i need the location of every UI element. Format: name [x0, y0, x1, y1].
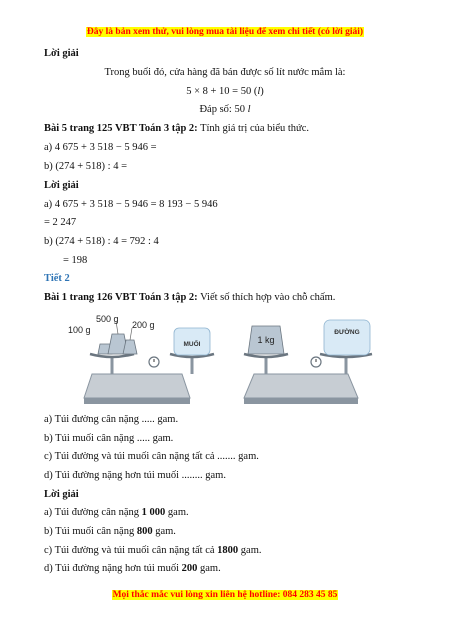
- label-1kg: 1 kg: [257, 335, 275, 345]
- exercise-1-answer-a: a) Túi đường cân nặng 1 000 gam.: [44, 507, 189, 518]
- exercise-5-question-b: b) (274 + 518) : 4 =: [44, 161, 128, 172]
- exercise-5-title: Bài 5 trang 125 VBT Toán 3 tập 2: Tính giá trị của biểu thức.: [44, 123, 309, 134]
- footer-banner: [0, 589, 450, 600]
- solution-line-2: 5 × 8 + 10 = 50 (l): [186, 86, 264, 97]
- solution-line-1: Trong buổi đó, cửa hàng đã bán được số lít nước mắm là:: [104, 67, 346, 78]
- label-salt: MUỐI: [183, 341, 201, 348]
- left-scale: [68, 314, 214, 404]
- left-pan: [244, 354, 288, 357]
- exercise-1-title: Bài 1 trang 126 VBT Toán 3 tập 2: Viết số thích hợp vào chỗ chấm.: [44, 292, 336, 303]
- exercise-1-question-d: d) Túi đường nặng hơn túi muối ........ gam.: [44, 470, 226, 481]
- solution-heading-2: Lời giải: [44, 180, 79, 191]
- lesson-heading-tiet-2: Tiết 2: [44, 273, 70, 284]
- footer-banner-text: Mọi thắc mắc vui lòng xin liên hệ hotline: 084 283 45 85: [112, 590, 338, 600]
- label-sugar: ĐƯỜNG: [334, 329, 360, 336]
- exercise-5-question-a: a) 4 675 + 3 518 − 5 946 =: [44, 142, 157, 153]
- header-banner: [0, 26, 450, 37]
- label-500g: 500 g: [96, 314, 119, 324]
- solution-heading-3: Lời giải: [44, 489, 79, 500]
- exercise-1-answer-c: c) Túi đường và túi muối cân nặng tất cả 1800 gam.: [44, 545, 262, 556]
- exercise-5-answer-a1: a) 4 675 + 3 518 − 5 946 = 8 193 − 5 946: [44, 199, 218, 210]
- exercise-5-answer-a2: = 2 247: [44, 217, 77, 228]
- exercise-1-answer-b: b) Túi muối cân nặng 800 gam.: [44, 526, 176, 537]
- right-scale: [244, 320, 372, 404]
- exercise-1-question-a: a) Túi đường cân nặng ..... gam.: [44, 414, 179, 425]
- label-100g: 100 g: [68, 325, 91, 335]
- exercise-1-answer-d: d) Túi đường nặng hơn túi muối 200 gam.: [44, 563, 221, 574]
- left-pan: [90, 354, 134, 357]
- label-200g: 200 g: [132, 320, 155, 330]
- solution-answer: Đáp số: 50 l: [199, 104, 251, 115]
- exercise-5-answer-b2: = 198: [63, 255, 88, 266]
- header-banner-text: Đây là bản xem thử, vui lòng mua tài liệu để xem chi tiết (có lời giải): [86, 27, 364, 37]
- solution-heading-1: Lời giải: [44, 48, 79, 59]
- sugar-bag-icon: [324, 320, 370, 355]
- exercise-1-question-c: c) Túi đường và túi muối cân nặng tất cả ....... gam.: [44, 451, 259, 462]
- exercise-5-answer-b1: b) (274 + 518) : 4 = 792 : 4: [44, 236, 159, 247]
- balance-scales-figure: [62, 302, 402, 410]
- exercise-1-question-b: b) Túi muối cân nặng ..... gam.: [44, 433, 174, 444]
